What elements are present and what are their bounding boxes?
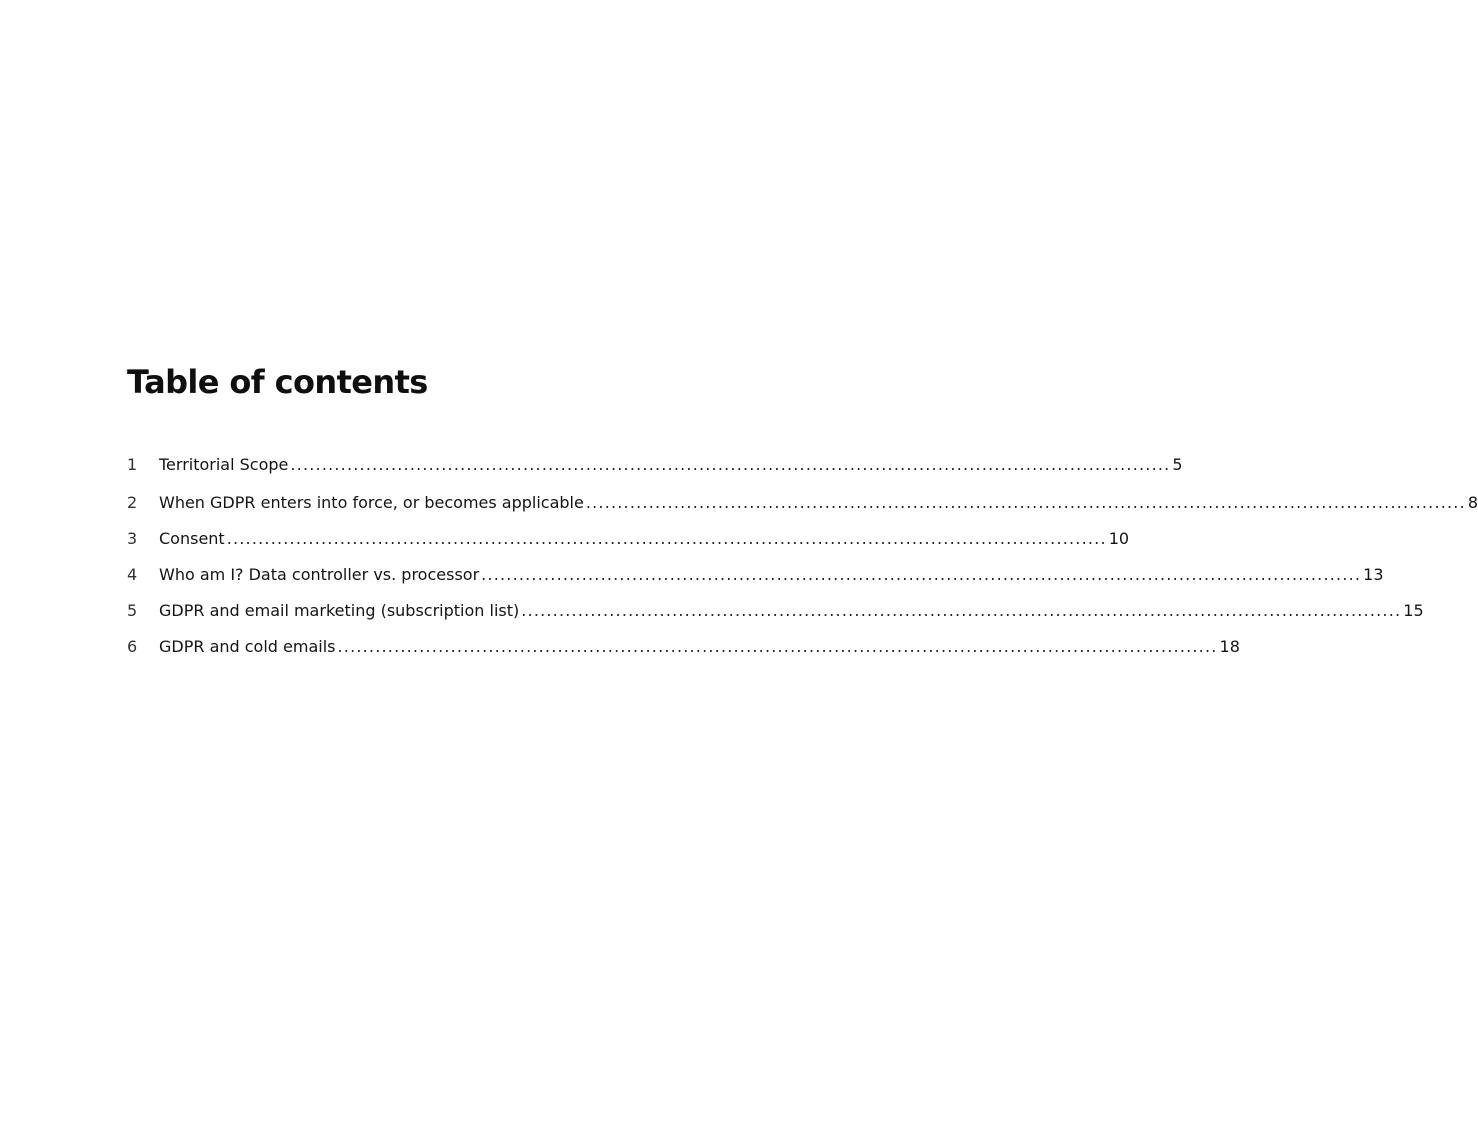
toc-entry-number: 6 [127, 637, 138, 656]
toc-entry-title: Territorial Scope [159, 455, 289, 474]
toc-entry-title: Consent [159, 529, 225, 548]
toc-entry[interactable] [127, 560, 1384, 590]
dot-leader: ............................................................................................................................................ [585, 493, 1466, 512]
toc-entry[interactable] [127, 632, 1240, 662]
toc-entry-number: 5 [127, 601, 138, 620]
dot-leader: ............................................................................................................................................ [337, 637, 1218, 656]
toc-entry-page: 10 [1108, 529, 1130, 548]
toc-entry-page: 13 [1363, 565, 1384, 584]
toc-entry-page: 18 [1219, 637, 1240, 656]
dot-leader: ............................................................................................................................................ [481, 565, 1362, 584]
toc-entry-number: 3 [127, 529, 138, 548]
dot-leader: ............................................................................................................................................ [290, 455, 1171, 474]
toc-entry-title: GDPR and cold emails [159, 637, 336, 656]
dot-leader: ............................................................................................................................................ [226, 529, 1107, 548]
dot-leader: ............................................................................................................................................ [521, 601, 1402, 620]
toc-entry-number: 2 [127, 493, 138, 512]
toc-entry-page: 8 [1467, 493, 1478, 512]
toc-entry-page: 5 [1172, 455, 1183, 474]
toc-entry-title: GDPR and email marketing (subscription list) [159, 601, 520, 620]
page-title: Table of contents [127, 363, 428, 401]
toc-entry[interactable] [127, 524, 1130, 554]
toc-entry-title: Who am I? Data controller vs. processor [159, 565, 480, 584]
toc-entry-number: 1 [127, 455, 138, 474]
toc-entry-page: 15 [1403, 601, 1424, 620]
toc-entry-number: 4 [127, 565, 138, 584]
toc-entry-title: When GDPR enters into force, or becomes applicable [159, 493, 584, 512]
toc-entry[interactable] [127, 450, 1183, 480]
toc-entry[interactable] [127, 596, 1424, 626]
toc-entry[interactable] [127, 488, 1478, 518]
